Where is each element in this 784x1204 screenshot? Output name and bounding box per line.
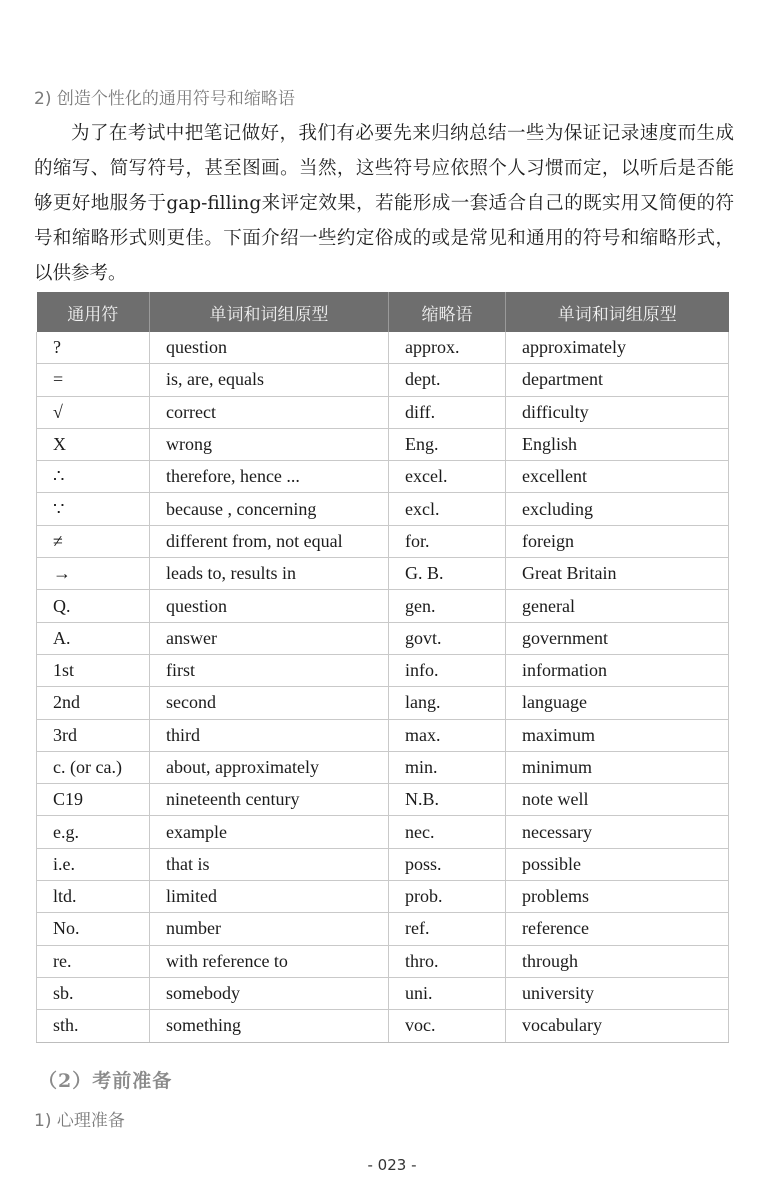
table-row bbox=[37, 687, 729, 719]
symbol-meaning-cell: wrong bbox=[150, 428, 389, 460]
table-row bbox=[37, 364, 729, 396]
symbol-cell: 1st bbox=[37, 654, 150, 686]
abbreviation-cell: thro. bbox=[389, 945, 506, 977]
symbol-cell: Q. bbox=[37, 590, 150, 622]
table-row bbox=[37, 396, 729, 428]
table-row bbox=[37, 622, 729, 654]
abbreviation-cell: for. bbox=[389, 525, 506, 557]
abbreviation-cell: gen. bbox=[389, 590, 506, 622]
table-row bbox=[37, 1010, 729, 1042]
symbol-meaning-cell: answer bbox=[150, 622, 389, 654]
abbreviation-meaning-cell: government bbox=[506, 622, 729, 654]
table-row bbox=[37, 558, 729, 590]
table-row bbox=[37, 332, 729, 364]
table-row bbox=[37, 913, 729, 945]
abbreviation-meaning-cell: approximately bbox=[506, 332, 729, 364]
table-row bbox=[37, 590, 729, 622]
symbol-cell: re. bbox=[37, 945, 150, 977]
symbol-meaning-cell: second bbox=[150, 687, 389, 719]
symbol-cell: X bbox=[37, 428, 150, 460]
symbol-meaning-cell: somebody bbox=[150, 977, 389, 1009]
abbreviation-meaning-cell: difficulty bbox=[506, 396, 729, 428]
symbol-cell: ≠ bbox=[37, 525, 150, 557]
abbreviation-meaning-cell: excluding bbox=[506, 493, 729, 525]
symbol-cell: ltd. bbox=[37, 881, 150, 913]
abbreviation-cell: Eng. bbox=[389, 428, 506, 460]
symbol-meaning-cell: third bbox=[150, 719, 389, 751]
symbol-cell: 2nd bbox=[37, 687, 150, 719]
sub-heading: （2）考前准备 bbox=[38, 1070, 173, 1092]
abbreviation-cell: voc. bbox=[389, 1010, 506, 1042]
symbol-meaning-cell: about, approximately bbox=[150, 751, 389, 783]
symbol-meaning-cell: with reference to bbox=[150, 945, 389, 977]
abbreviation-meaning-cell: necessary bbox=[506, 816, 729, 848]
abbreviation-meaning-cell: through bbox=[506, 945, 729, 977]
symbol-cell: ? bbox=[37, 332, 150, 364]
symbol-cell: A. bbox=[37, 622, 150, 654]
symbol-cell: e.g. bbox=[37, 816, 150, 848]
symbol-meaning-cell: therefore, hence ... bbox=[150, 461, 389, 493]
header-abbreviation-meaning: 单词和词组原型 bbox=[506, 292, 729, 332]
symbol-cell: C19 bbox=[37, 784, 150, 816]
table-row bbox=[37, 848, 729, 880]
abbreviation-cell: info. bbox=[389, 654, 506, 686]
symbol-cell: ∴ bbox=[37, 461, 150, 493]
sub-item: 1) 心理准备 bbox=[34, 1111, 125, 1131]
intro-text: 为了在考试中把笔记做好，我们有必要先来归纳总结一些为保证记录速度而生成的缩写、简写符号，甚至图画。当然，这些符号应依照个人习惯而定，以听后是否能够更好地服务于gap-filling来评定效果，若能形成一套适合自己的既实用又简便的符号和缩略形式则更佳。下面介绍一些约定俗成的或是常见和通用的符号和缩略形式，以供参考。 bbox=[34, 123, 734, 284]
abbreviation-cell: excel. bbox=[389, 461, 506, 493]
abbreviation-meaning-cell: university bbox=[506, 977, 729, 1009]
abbreviation-cell: nec. bbox=[389, 816, 506, 848]
abbreviation-cell: govt. bbox=[389, 622, 506, 654]
abbreviation-meaning-cell: foreign bbox=[506, 525, 729, 557]
table-row bbox=[37, 816, 729, 848]
table-row bbox=[37, 654, 729, 686]
section-heading: 2) 创造个性化的通用符号和缩略语 bbox=[34, 89, 295, 109]
header-abbreviation: 缩略语 bbox=[389, 292, 506, 332]
abbreviation-cell: excl. bbox=[389, 493, 506, 525]
table-row bbox=[37, 493, 729, 525]
symbol-cell: = bbox=[37, 364, 150, 396]
symbol-meaning-cell: question bbox=[150, 332, 389, 364]
abbreviation-meaning-cell: language bbox=[506, 687, 729, 719]
abbreviation-meaning-cell: maximum bbox=[506, 719, 729, 751]
abbreviation-meaning-cell: English bbox=[506, 428, 729, 460]
table-row bbox=[37, 751, 729, 783]
symbol-meaning-cell: is, are, equals bbox=[150, 364, 389, 396]
symbol-cell: sb. bbox=[37, 977, 150, 1009]
table-row bbox=[37, 428, 729, 460]
header-symbol-meaning: 单词和词组原型 bbox=[150, 292, 389, 332]
symbols-abbreviations-table bbox=[36, 292, 729, 1043]
abbreviation-cell: poss. bbox=[389, 848, 506, 880]
table-body bbox=[37, 332, 729, 1042]
abbreviation-cell: approx. bbox=[389, 332, 506, 364]
table-header-row bbox=[37, 292, 729, 332]
table-row bbox=[37, 784, 729, 816]
abbreviation-cell: uni. bbox=[389, 977, 506, 1009]
table-row bbox=[37, 881, 729, 913]
symbol-cell: → bbox=[37, 558, 150, 590]
symbol-meaning-cell: different from, not equal bbox=[150, 525, 389, 557]
abbreviation-meaning-cell: information bbox=[506, 654, 729, 686]
symbol-cell: i.e. bbox=[37, 848, 150, 880]
symbol-cell: ∵ bbox=[37, 493, 150, 525]
abbreviation-meaning-cell: problems bbox=[506, 881, 729, 913]
symbol-cell: sth. bbox=[37, 1010, 150, 1042]
abbreviation-cell: G. B. bbox=[389, 558, 506, 590]
abbreviation-meaning-cell: general bbox=[506, 590, 729, 622]
abbreviation-meaning-cell: reference bbox=[506, 913, 729, 945]
symbol-meaning-cell: number bbox=[150, 913, 389, 945]
symbol-meaning-cell: that is bbox=[150, 848, 389, 880]
abbreviation-cell: min. bbox=[389, 751, 506, 783]
symbol-cell: √ bbox=[37, 396, 150, 428]
abbreviation-cell: prob. bbox=[389, 881, 506, 913]
page-number: - 023 - bbox=[367, 1156, 417, 1174]
table-row bbox=[37, 977, 729, 1009]
symbol-meaning-cell: limited bbox=[150, 881, 389, 913]
table-row bbox=[37, 461, 729, 493]
symbol-meaning-cell: first bbox=[150, 654, 389, 686]
header-symbol: 通用符 bbox=[37, 292, 150, 332]
abbreviation-cell: lang. bbox=[389, 687, 506, 719]
table-row bbox=[37, 525, 729, 557]
abbreviation-cell: diff. bbox=[389, 396, 506, 428]
intro-paragraph bbox=[34, 116, 734, 291]
abbreviation-meaning-cell: possible bbox=[506, 848, 729, 880]
abbreviation-meaning-cell: excellent bbox=[506, 461, 729, 493]
abbreviation-meaning-cell: department bbox=[506, 364, 729, 396]
table-row bbox=[37, 719, 729, 751]
abbreviation-meaning-cell: note well bbox=[506, 784, 729, 816]
symbol-cell: No. bbox=[37, 913, 150, 945]
abbreviation-cell: dept. bbox=[389, 364, 506, 396]
symbol-meaning-cell: because , concerning bbox=[150, 493, 389, 525]
symbol-meaning-cell: correct bbox=[150, 396, 389, 428]
abbreviation-meaning-cell: Great Britain bbox=[506, 558, 729, 590]
symbol-meaning-cell: example bbox=[150, 816, 389, 848]
abbreviation-cell: N.B. bbox=[389, 784, 506, 816]
symbol-cell: 3rd bbox=[37, 719, 150, 751]
symbol-meaning-cell: leads to, results in bbox=[150, 558, 389, 590]
abbreviation-cell: max. bbox=[389, 719, 506, 751]
symbol-meaning-cell: nineteenth century bbox=[150, 784, 389, 816]
symbol-meaning-cell: something bbox=[150, 1010, 389, 1042]
symbol-cell: c. (or ca.) bbox=[37, 751, 150, 783]
table-row bbox=[37, 945, 729, 977]
abbreviation-meaning-cell: minimum bbox=[506, 751, 729, 783]
symbol-meaning-cell: question bbox=[150, 590, 389, 622]
abbreviation-meaning-cell: vocabulary bbox=[506, 1010, 729, 1042]
abbreviation-cell: ref. bbox=[389, 913, 506, 945]
